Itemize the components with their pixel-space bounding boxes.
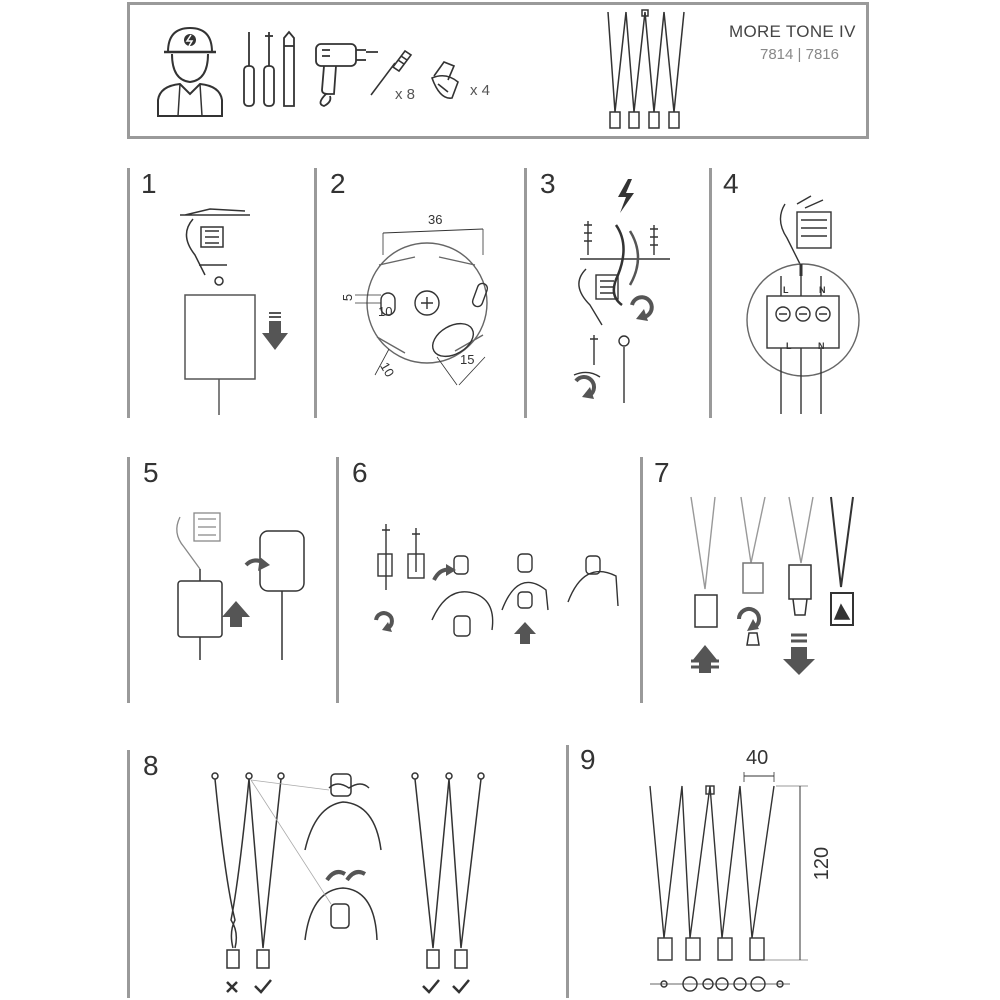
step-7-lampshade-bulb-illustration [685,495,865,675]
step-2-mounting-plate-diagram [335,225,515,395]
step-4-label-l-bottom: L [786,341,792,351]
step-8-cable-arrangement-illustration [205,770,505,998]
step-9-dim-height: 120 [811,846,834,881]
step-9-dimension-diagram [640,770,840,998]
step-5-bar [127,457,130,703]
step-4-number: 4 [723,168,739,199]
step-5-number: 5 [143,457,159,488]
step-6-cable-clamp-illustration [368,520,638,650]
power-warning-icon [618,179,634,213]
step-4-label-l-top: L [783,285,789,295]
step-2-dim-width: 36 [428,212,443,227]
anchors-quantity: x 8 [395,86,416,103]
step-1-canopy-illustration [175,205,295,415]
step-9-dim-spacing: 40 [746,747,769,769]
bulbs-quantity: x 4 [470,82,491,99]
step-7-bar [640,457,643,703]
product-name: MORE TONE IV [729,22,856,41]
step-4-bar [709,168,712,418]
step-6-number: 6 [352,457,368,488]
step-2-number: 2 [330,168,346,199]
screwdrivers-icon [238,30,298,112]
step-5-canopy-cover-illustration [170,505,320,660]
step-3-number: 3 [540,168,556,199]
product-codes: 7814 | 7816 [760,46,839,63]
step-3-bar [524,168,527,418]
gu10-bulb-icon [428,58,468,103]
step-2-dim-slot-height: 5 [340,293,356,302]
step-2-dim-hole: 15 [460,352,475,367]
step-2-dim-slot-width: 10 [378,304,393,319]
step-3-ceiling-mount-illustration [560,175,685,405]
step-8-bar [127,750,130,998]
step-1-number: 1 [141,168,157,199]
step-6-bar [336,457,339,703]
step-9-bar [566,745,569,998]
step-2-bar [314,168,317,418]
step-2-dim-edge: 10 [377,359,398,380]
step-1-bar [127,168,130,418]
step-8-number: 8 [143,750,159,781]
product-preview-icon [600,8,700,133]
step-7-number: 7 [654,457,670,488]
step-4-label-n-bottom: N [818,341,825,351]
step-9-number: 9 [580,744,596,775]
step-4-label-n-top: N [819,285,826,295]
installer-icon [150,22,230,117]
step-4-terminal-wiring-diagram [745,190,865,415]
